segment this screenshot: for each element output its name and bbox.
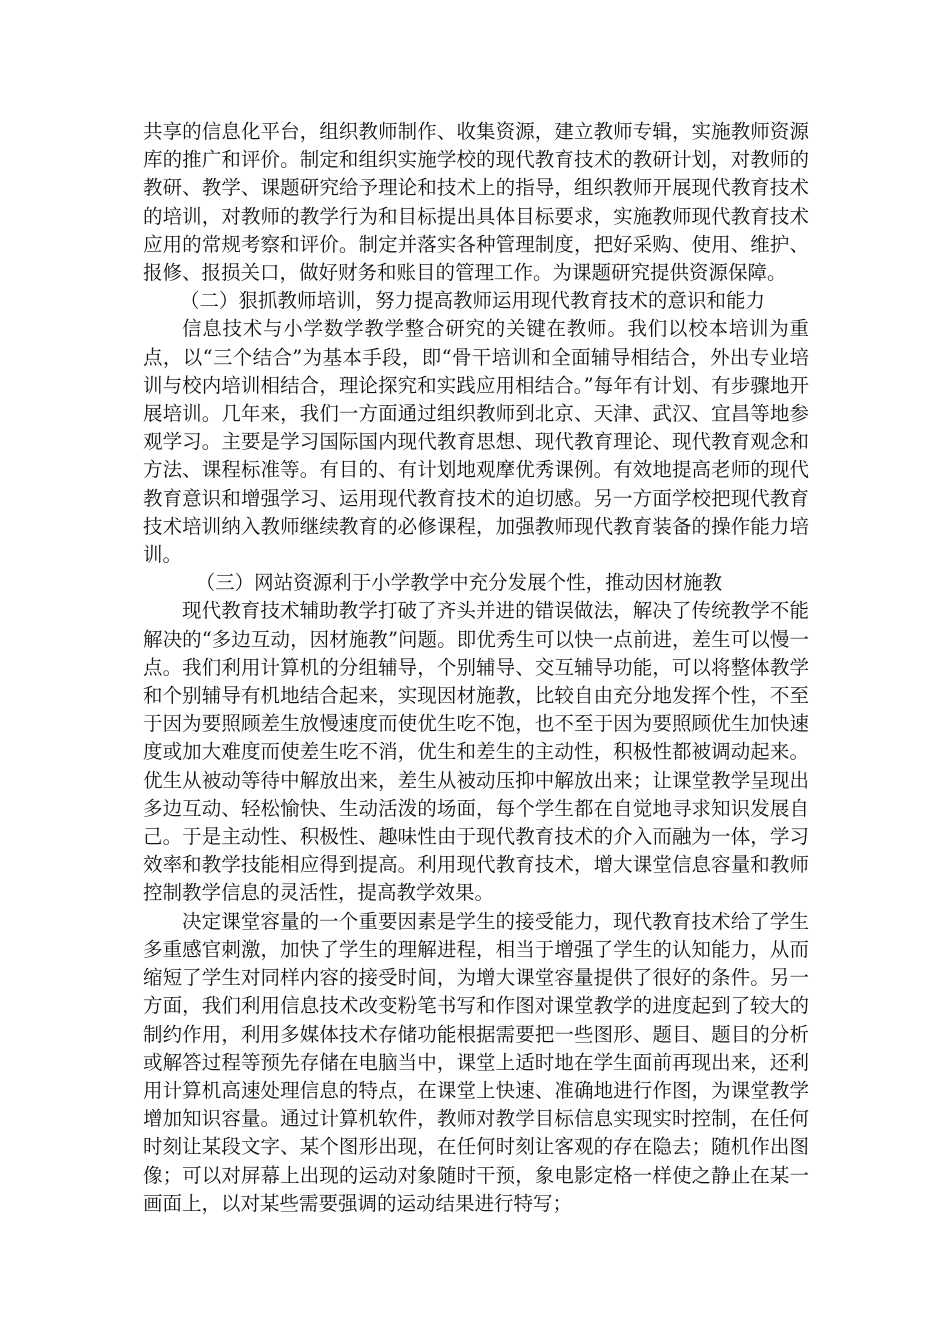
paragraph-individualized-teaching: 现代教育技术辅助教学打破了齐头并进的错误做法，解决了传统教学不能解决的“多边互动，因材施教”问题。即优秀生可以快一点前进，差生可以慢一点。我们利用计算机的分组辅导，个别辅导、交互辅导功能，可以将整体教学和个别辅导有机地结合起来，实现因材施教，比较自由充分地发挥个性，不至于因为要照顾差生放慢速度而使优生吃不饱，也不至于因为要照顾优生加快速度或加大难度而使差生吃不消，优生和差生的主动性，积极性都被调动起来。优生从被动等待中解放出来，差生从被动压抑中解放出来；让课堂教学呈现出多边互动、轻松愉快、生动活泼的场面，每个学生都在自觉地寻求知识发展自己。于是主动性、积极性、趣味性由于现代教育技术的介入而融为一体，学习效率和教学技能相应得到提高。利用现代教育技术，增大课堂信息容量和教师控制教学信息的灵活性，提高教学效果。 — [143, 599, 809, 905]
paragraph-continuation: 共享的信息化平台，组织教师制作、收集资源，建立教师专辑，实施教师资源库的推广和评价。制定和组织实施学校的现代教育技术的教研计划，对教师的教研、教学、课题研究给予理论和技术上的指导，组织教师开展现代教育技术的培训，对教师的教学行为和目标提出具体目标要求，实施教师现代教育技术应用的常规考察和评价。制定并落实各种管理制度，把好采购、使用、维护、报修、报损关口，做好财务和账目的管理工作。为课题研究提供资源保障。 — [143, 120, 809, 285]
document-body — [143, 118, 809, 1218]
section-heading-2: （二）狠抓教师培训，努力提高教师运用现代教育技术的意识和能力 — [180, 289, 766, 313]
paragraph-teacher-training: 信息技术与小学数学教学整合研究的关键在教师。我们以校本培训为重点，以“三个结合”为基本手段，即“骨干培训和全面辅导相结合，外出专业培训与校内培训相结合，理论探究和实践应用相结合。”每年有计划、有步骤地开展培训。几年来，我们一方面通过组织教师到北京、天津、武汉、宜昌等地参观学习。主要是学习国际国内现代教育思想、现代教育理论、现代教育观念和方法、课程标准等。有目的、有计划地观摩优秀课例。有效地提高老师的现代教育意识和增强学习、运用现代教育技术的迫切感。另一方面学校把现代教育技术培训纳入教师继续教育的必修课程，加强教师现代教育装备的操作能力培训。 — [143, 317, 809, 567]
section-heading-3: （三）网站资源利于小学教学中充分发展个性，推动因材施教 — [195, 571, 723, 595]
paragraph-classroom-capacity: 决定课堂容量的一个重要因素是学生的接受能力，现代教育技术给了学生多重感官刺激，加快了学生的理解进程，相当于增强了学生的认知能力，从而缩短了学生对同样内容的接受时间，为增大课堂容量提供了很好的条件。另一方面，我们利用信息技术改变粉笔书写和作图对课堂教学的进度起到了较大的制约作用，利用多媒体技术存储功能根据需要把一些图形、题目、题目的分析或解答过程等预先存储在电脑当中，课堂上适时地在学生面前再现出来，还利用计算机高速处理信息的特点，在课堂上快速、准确地进行作图，为课堂教学增加知识容量。通过计算机软件，教师对教学目标信息实现实时控制，在任何时刻让某段文字、某个图形出现，在任何时刻让客观的存在隐去；随机作出图像；可以对屏幕上出现的运动对象随时干预，象电影定格一样使之静止在某一画面上，以对某些需要强调的运动结果进行特写； — [143, 909, 809, 1215]
